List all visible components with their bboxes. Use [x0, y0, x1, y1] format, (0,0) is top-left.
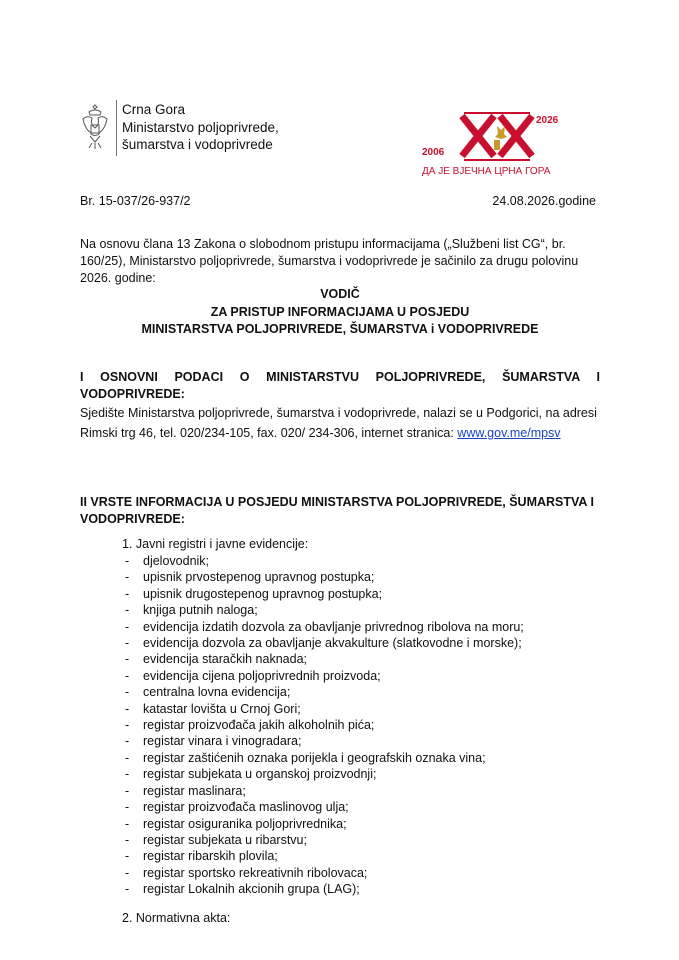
list-item: - registar proizvođača jakih alkoholnih pića; — [122, 717, 524, 733]
list-item: - centralna lovna evidencija; — [122, 684, 524, 700]
year-end: 2026 — [536, 115, 559, 126]
list-item: - katastar lovišta u Crnoj Gori; — [122, 701, 524, 717]
section-1-heading: I OSNOVNI PODACI O MINISTARSTVU POLJOPRIVREDE, ŠUMARSTVA I VODOPRIVREDE: — [80, 370, 600, 401]
org-line-3: šumarstva i vodoprivrede — [122, 137, 273, 152]
list-item: - evidencija izdatih dozvola za obavljanje privrednog ribolova na moru; — [122, 619, 524, 635]
section-1-text: Sjedište Ministarstva poljoprivrede, šumarstva i vodoprivrede, nalazi se u Podgorici, na adresi Rimski trg 46, tel. 020/234-105, fax. 020/ 234-306, internet stranica: — [80, 406, 597, 440]
document-date: 24.08.2026.godine — [492, 194, 596, 208]
list-item: - registar subjekata u organskoj proizvodnji; — [122, 766, 524, 782]
list-item: - registar osiguranika poljoprivrednika; — [122, 816, 524, 832]
list-item: - upisnik prvostepenog upravnog postupka; — [122, 569, 524, 585]
year-start: 2006 — [422, 147, 445, 158]
section-1-paragraph — [80, 403, 600, 443]
list-item: - registar zaštićenih oznaka porijekla i geografskih oznaka vina; — [122, 750, 524, 766]
list-item: - djelovodnik; — [122, 553, 524, 569]
list-item: - registar subjekata u ribarstvu; — [122, 832, 524, 848]
org-line-1: Crna Gora — [122, 102, 186, 117]
title-line-3: MINISTARSTVA POLJOPRIVREDE, ŠUMARSTVA i VODOPRIVREDE — [141, 322, 539, 336]
ministry-website-link[interactable]: www.gov.me/mpsv — [457, 426, 561, 440]
list-1-title: 1. Javni registri i javne evidencije: — [122, 537, 309, 551]
list-item: - evidencija dozvola za obavljanje akvakulture (slatkovodne i morske); — [122, 635, 524, 651]
list-item: - evidencija staračkih naknada; — [122, 651, 524, 667]
list-item: - registar proizvođača maslinovog ulja; — [122, 799, 524, 815]
title-line-1: VODIČ — [320, 287, 360, 301]
list-item: - registar ribarskih plovila; — [122, 848, 524, 864]
section-2-heading: II VRSTE INFORMACIJA U POSJEDU MINISTARSTVA POLJOPRIVREDE, ŠUMARSTVA I VODOPRIVREDE: — [80, 495, 594, 526]
jubilee-logo — [422, 112, 570, 182]
registers-list — [122, 553, 524, 898]
list-item: - registar vinara i vinogradara; — [122, 733, 524, 749]
organization-name — [122, 101, 279, 154]
coat-of-arms-icon — [80, 103, 110, 151]
list-item: - registar Lokalnih akcionih grupa (LAG); — [122, 881, 524, 897]
title-line-2: ZA PRISTUP INFORMACIJAMA U POSJEDU — [210, 305, 470, 319]
list-item: - registar sportsko rekreativnih ribolovaca; — [122, 865, 524, 881]
list-2-title: 2. Normativna akta: — [122, 911, 231, 925]
reference-number: Br. 15-037/26-937/2 — [80, 194, 191, 208]
intro-paragraph: Na osnovu člana 13 Zakona o slobodnom pristupu informacijama („Službeni list CG“, br. 160/25), Ministarstvo poljoprivrede, šumarstva i vodoprivrede je sačinilo za drugu polovinu 2026. godine: — [80, 237, 579, 285]
list-item: - evidencija cijena poljoprivrednih proizvoda; — [122, 668, 524, 684]
list-item: - knjiga putnih naloga; — [122, 602, 524, 618]
org-line-2: Ministarstvo poljoprivrede, — [122, 119, 279, 135]
header-divider — [116, 100, 117, 156]
jubilee-slogan: ДА ЈЕ ВЈЕЧНА ЦРНА ГОРА — [422, 166, 551, 177]
list-item: - registar maslinara; — [122, 783, 524, 799]
list-item: - upisnik drugostepenog upravnog postupka; — [122, 586, 524, 602]
